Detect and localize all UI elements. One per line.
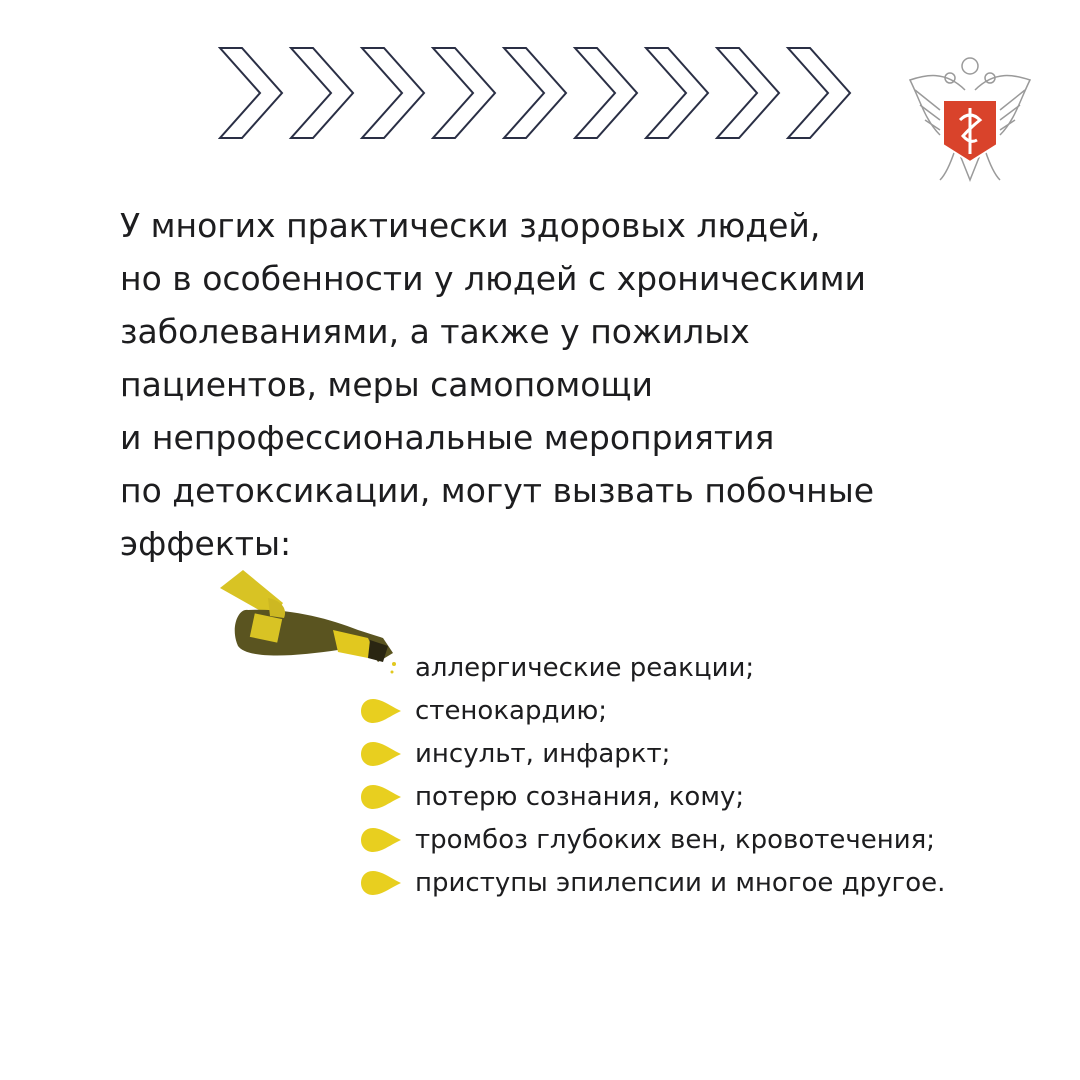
drop-bullet-icon [360, 784, 402, 810]
drop-bullet-icon [360, 698, 402, 724]
list-item-text: тромбоз глубоких вен, кровотечения; [415, 824, 936, 855]
paragraph-line: У многих практически здоровых людей, [120, 206, 821, 245]
ministry-emblem-logo [905, 50, 1035, 185]
list-item-text: потерю сознания, кому; [415, 781, 745, 812]
paragraph-line: и непрофессиональные мероприятия [120, 418, 775, 457]
list-item [360, 689, 945, 732]
chevron-icon [646, 48, 708, 138]
paragraph-line: эффекты: [120, 524, 292, 563]
side-effects-list [360, 646, 945, 904]
chevron-icon [433, 48, 495, 138]
chevron-decoration [218, 46, 858, 142]
list-item [360, 732, 945, 775]
chevron-icon [717, 48, 779, 138]
drop-bullet-icon [360, 741, 402, 767]
chevron-icon [504, 48, 566, 138]
paragraph-line: пациентов, меры самопомощи [120, 365, 653, 404]
chevron-icon [362, 48, 424, 138]
intro-paragraph [120, 199, 874, 570]
list-item-text: приступы эпилепсии и многое другое. [415, 867, 946, 898]
list-item-text: стенокардию; [415, 695, 608, 726]
drop-bullet-icon [360, 827, 402, 853]
chevron-icon [291, 48, 353, 138]
list-item [360, 775, 945, 818]
list-item [360, 818, 945, 861]
chevron-icon [788, 48, 850, 138]
chevron-icon [220, 48, 282, 138]
paragraph-line: заболеваниями, а также у пожилых [120, 312, 750, 351]
drop-bullet-icon [360, 870, 402, 896]
paragraph-line: по детоксикации, могут вызвать побочные [120, 471, 875, 510]
list-item [360, 646, 945, 689]
list-item [360, 861, 945, 904]
paragraph-line: но в особенности у людей с хроническими [120, 259, 866, 298]
list-item-text: инсульт, инфаркт; [415, 738, 671, 769]
list-item-text: аллергические реакции; [415, 652, 755, 683]
chevron-icon [575, 48, 637, 138]
